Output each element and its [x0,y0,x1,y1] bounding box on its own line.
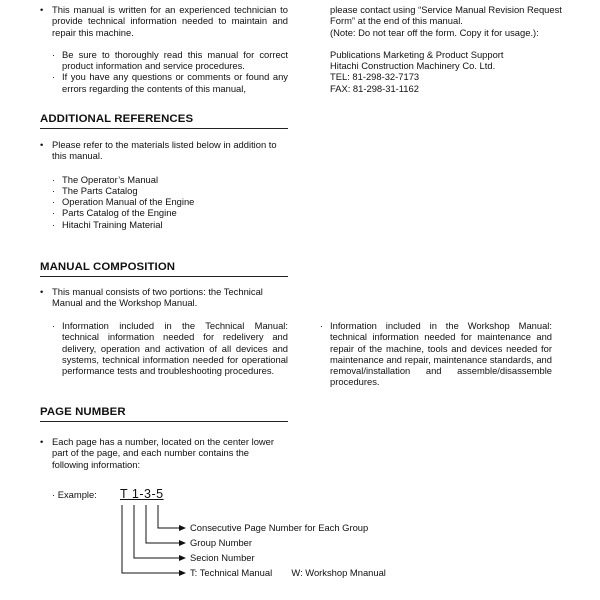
page-number-heading: PAGE NUMBER [40,406,126,418]
consecutive-connector [158,505,180,528]
arrow-right-icon [179,525,186,531]
intro-sub-text: Be sure to thoroughly read this manual for correct product information and service procedures. [62,48,288,72]
manual-type-label [190,567,386,578]
sub-marker: · [52,184,56,196]
technical-manual-code: T: Technical Manual [190,567,273,578]
bullet-marker: • [40,286,44,297]
arrow-right-icon [179,555,186,561]
reference-item-text: Hitachi Training Material [62,218,163,230]
reference-item-text: The Parts Catalog [62,184,138,196]
consecutive-page-label: Consecutive Page Number for Each Group [190,522,369,533]
sub-marker: · [52,207,56,219]
bullet-marker: • [40,4,44,15]
intro-sub-text: If you have any questions or comments or found any errors regarding the contents of this manual, [62,71,288,94]
sub-marker: · [52,196,56,208]
section-number-label: Secion Number [190,552,255,563]
intro-item-text: This manual is written for an experienced technician to provide technical information needed to maintain and repair this machine. [52,4,288,38]
additional-references-heading: ADDITIONAL REFERENCES [40,113,194,125]
group-connector [146,505,180,543]
workshop-manual-text: Information included in the Workshop Manual: technical information needed for maintenance and repair of the machine, tools and devices needed for maintenance and repair, maintenance standards, and removal/installation and assemble/disassemble procedures. [330,320,552,388]
section-connector [134,505,180,558]
sub-marker: · [52,320,56,331]
composition-intro-text: This manual consists of two portions: the Technical Manual and the Workshop Manual. [52,286,263,309]
technical-manual-text: Information included in the Technical Manual: technical information needed for redelivery and delivery, operation and activation of all devices and systems, technical information needed for operational performance tests and troubleshooting procedures. [62,320,288,377]
sub-marker: · [52,48,56,60]
manual-composition-heading: MANUAL COMPOSITION [40,261,176,273]
fax-number: FAX: 81-298-31-1162 [330,82,419,94]
example-label-text: Example: [57,489,97,500]
address-line: Hitachi Construction Machinery Co. Ltd. [330,60,496,72]
bullet-marker: • [40,139,44,150]
reference-item-text: The Operator’s Manual [62,173,159,185]
arrow-right-icon [179,570,186,576]
sub-marker: · [52,489,56,500]
contact-note: (Note: Do not tear off the form. Copy it for usage.): [330,26,539,38]
page-number-intro-text: Each page has a number, located on the center lower part of the page, and each number contains the following information: [52,436,275,470]
reference-item-text: Operation Manual of the Engine [62,196,195,208]
phone-number: TEL: 81-298-32-7173 [330,71,420,83]
example-page-code: T 1-3-5 [120,487,164,501]
manual-type-connector [122,505,180,573]
contact-text: please contact using “Service Manual Revision Request Form” at the end of this manual. [330,4,562,27]
sub-marker: · [52,71,56,83]
sub-marker: · [52,173,56,185]
reference-item-text: Parts Catalog of the Engine [62,207,177,219]
group-number-label: Group Number [190,537,253,548]
workshop-manual-code: W: Workshop Mnanual [291,567,386,578]
sub-marker: · [52,218,56,230]
bullet-marker: • [40,436,44,447]
references-intro-text: Please refer to the materials listed below in addition to this manual. [52,139,277,162]
sub-marker: · [320,320,324,331]
address-line: Publications Marketing & Product Support [330,48,504,60]
arrow-right-icon [179,540,186,546]
